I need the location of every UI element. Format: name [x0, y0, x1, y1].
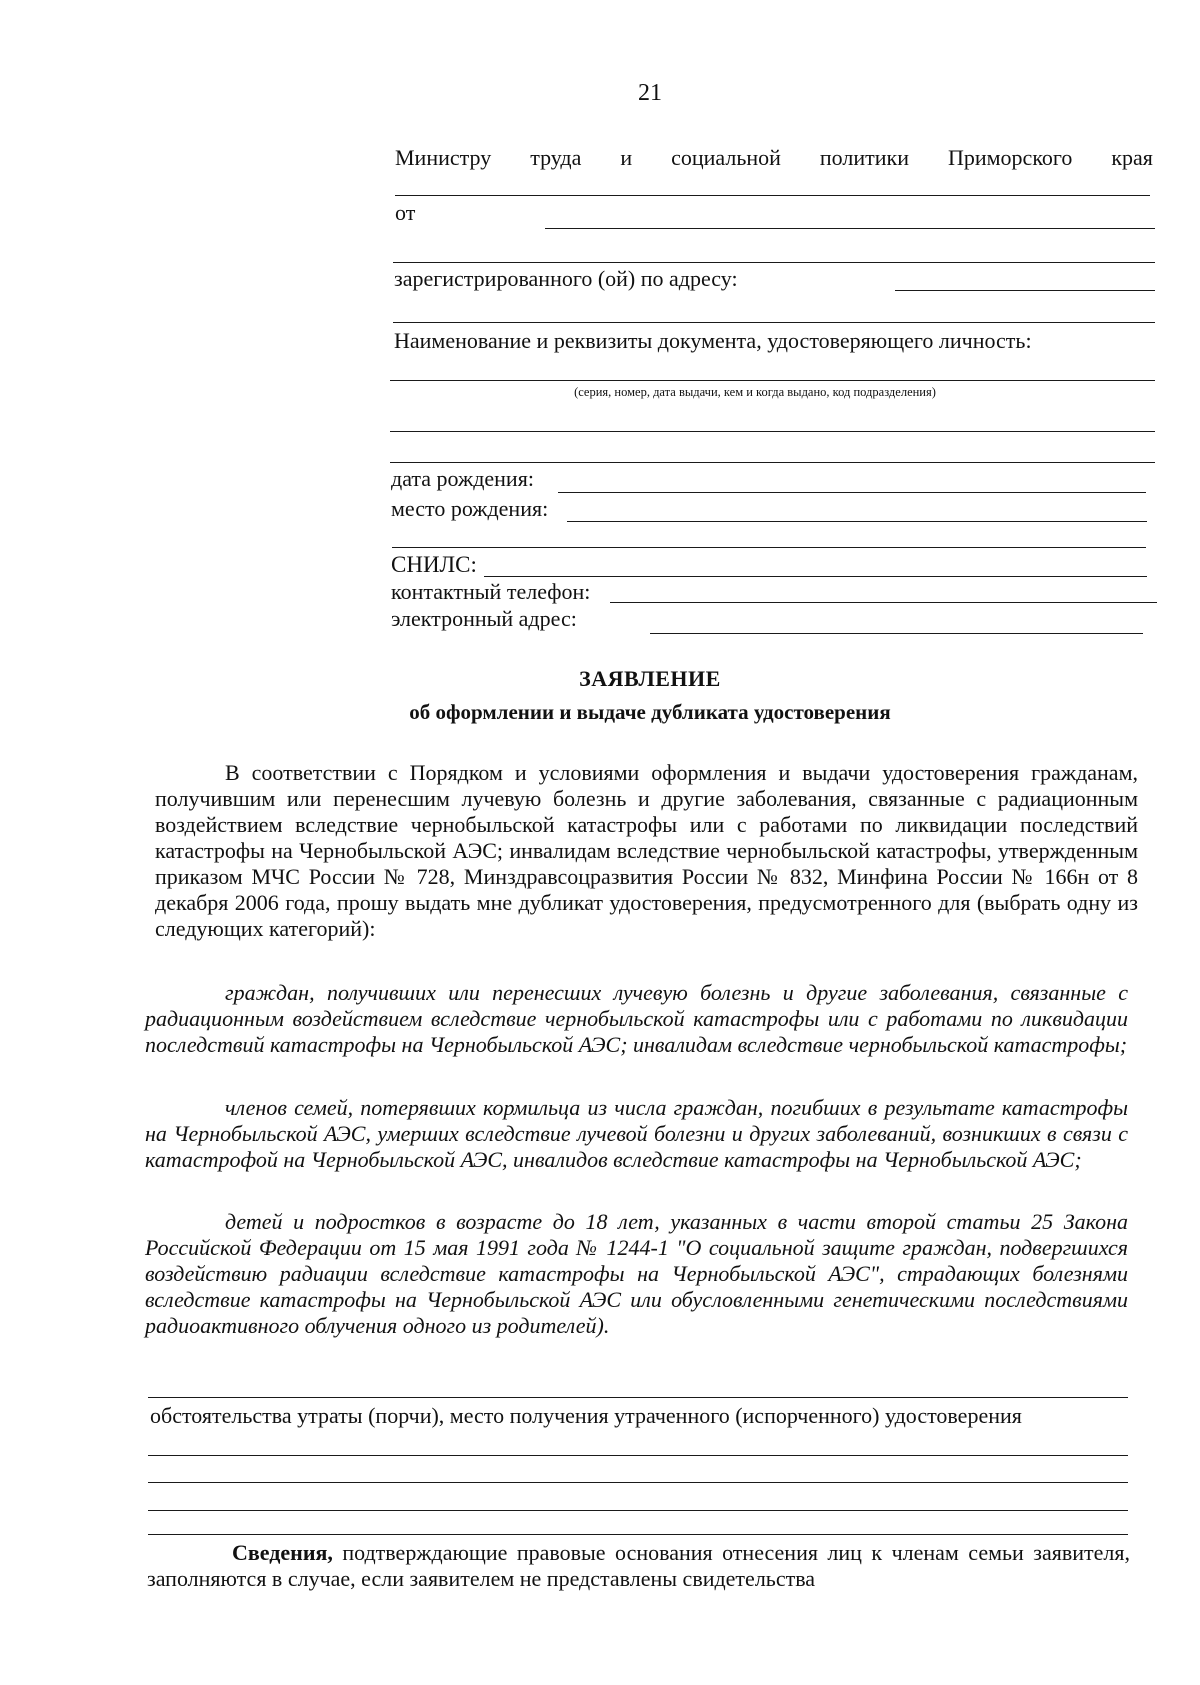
- birth-date-field[interactable]: [558, 492, 1146, 493]
- addressee-word: Министру: [395, 145, 492, 170]
- birth-place-line-2[interactable]: [392, 547, 1146, 548]
- birth-place-label: место рождения:: [391, 496, 549, 521]
- addressee-word: края: [1111, 145, 1153, 170]
- birth-place-field[interactable]: [567, 521, 1147, 522]
- addressee-line: [395, 145, 1153, 171]
- family-info-paragraph: [147, 1540, 1130, 1592]
- document-title: ЗАЯВЛЕНИЕ: [579, 666, 721, 691]
- registered-address-label: зарегистрированного (ой) по адресу:: [394, 266, 738, 291]
- info-text: подтверждающие правовые основания отнесения лиц к членам семьи заявителя, заполняются в случае, если заявителем не представлены свидетельства: [147, 1540, 1130, 1591]
- id-document-hint: (серия, номер, дата выдачи, кем и когда выдано, код подразделения): [574, 385, 936, 399]
- id-document-line-3[interactable]: [390, 462, 1155, 463]
- phone-label: контактный телефон:: [391, 579, 591, 604]
- loss-field-line-5[interactable]: [148, 1534, 1128, 1535]
- registered-address-field[interactable]: [895, 290, 1155, 291]
- snils-field[interactable]: [484, 576, 1147, 577]
- addressee-word: социальной: [671, 145, 781, 170]
- from-field-line-2[interactable]: [393, 262, 1155, 263]
- category-option-3[interactable]: детей и подростков в возрасте до 18 лет, указанных в части второй статьи 25 Закона Российской Федерации от 15 мая 1991 года № 1244-1 "О социальной защите граждан, подвергшихся воздействию радиации вследствие катастрофы на Чернобыльской АЭС", страдающих болезнями вследствие катастрофы на Чернобыльской АЭС или обусловленными генетическими последствиями радиоактивного облучения одного из родителей).: [145, 1209, 1128, 1338]
- id-document-field[interactable]: [390, 380, 1155, 381]
- email-field[interactable]: [650, 633, 1143, 634]
- registered-address-line-2[interactable]: [393, 322, 1155, 323]
- underline: [395, 195, 1150, 196]
- category-option-1[interactable]: граждан, получивших или перенесших лучевую болезнь и другие заболевания, связанные с радиационным воздействием вследствие чернобыльской катастрофы или с работами по ликвидации последствий катастрофы на Чернобыльской АЭС; инвалидам вследствие чернобыльской катастрофы;: [145, 980, 1128, 1057]
- addressee-word: Приморского: [947, 145, 1073, 170]
- main-paragraph: В соответствии с Порядком и условиями оформления и выдачи удостоверения гражданам, получившим или перенесшим лучевую болезнь и другие заболевания, связанные с радиационным воздействием вследствие чернобыльской катастрофы или с работами по ликвидации последствий катастрофы на Чернобыльской АЭС; инвалидам вследствие чернобыльской катастрофы, утвержденным приказом МЧС России № 728, Минздравсоцразвития России № 832, Минфина России № 166н от 8 декабря 2006 года, прошу выдать мне дубликат удостоверения, предусмотренного для (выбрать одну из следующих категорий):: [155, 760, 1138, 941]
- document-subtitle: об оформлении и выдаче дубликата удостоверения: [409, 700, 891, 724]
- info-bold-lead: Сведения,: [232, 1540, 333, 1565]
- loss-circumstances-label: обстоятельства утраты (порчи), место получения утраченного (испорченного) удостоверения: [150, 1403, 1022, 1428]
- addressee-word: и: [620, 145, 633, 170]
- id-document-line-2[interactable]: [390, 431, 1155, 432]
- loss-field[interactable]: [148, 1397, 1128, 1398]
- category-option-2[interactable]: членов семей, потерявших кормильца из числа граждан, погибших в результате катастрофы на Чернобыльской АЭС, умерших вследствие лучевой болезни и других заболеваний, возникших в связи с катастрофой на Чернобыльской АЭС, инвалидов вследствие катастрофы на Чернобыльской АЭС;: [145, 1095, 1128, 1172]
- page-number: 21: [638, 80, 662, 106]
- loss-field-line-4[interactable]: [148, 1510, 1128, 1511]
- addressee-word: политики: [819, 145, 909, 170]
- birth-date-label: дата рождения:: [391, 466, 534, 491]
- loss-field-line-3[interactable]: [148, 1482, 1128, 1483]
- id-document-label: Наименование и реквизиты документа, удостоверяющего личность:: [394, 328, 1032, 353]
- loss-field-line-2[interactable]: [148, 1455, 1128, 1456]
- addressee-word: труда: [530, 145, 582, 170]
- from-field[interactable]: [545, 228, 1155, 229]
- email-label: электронный адрес:: [391, 606, 577, 631]
- phone-field[interactable]: [610, 602, 1157, 603]
- snils-label: СНИЛС:: [391, 552, 477, 577]
- from-label: от: [395, 200, 416, 225]
